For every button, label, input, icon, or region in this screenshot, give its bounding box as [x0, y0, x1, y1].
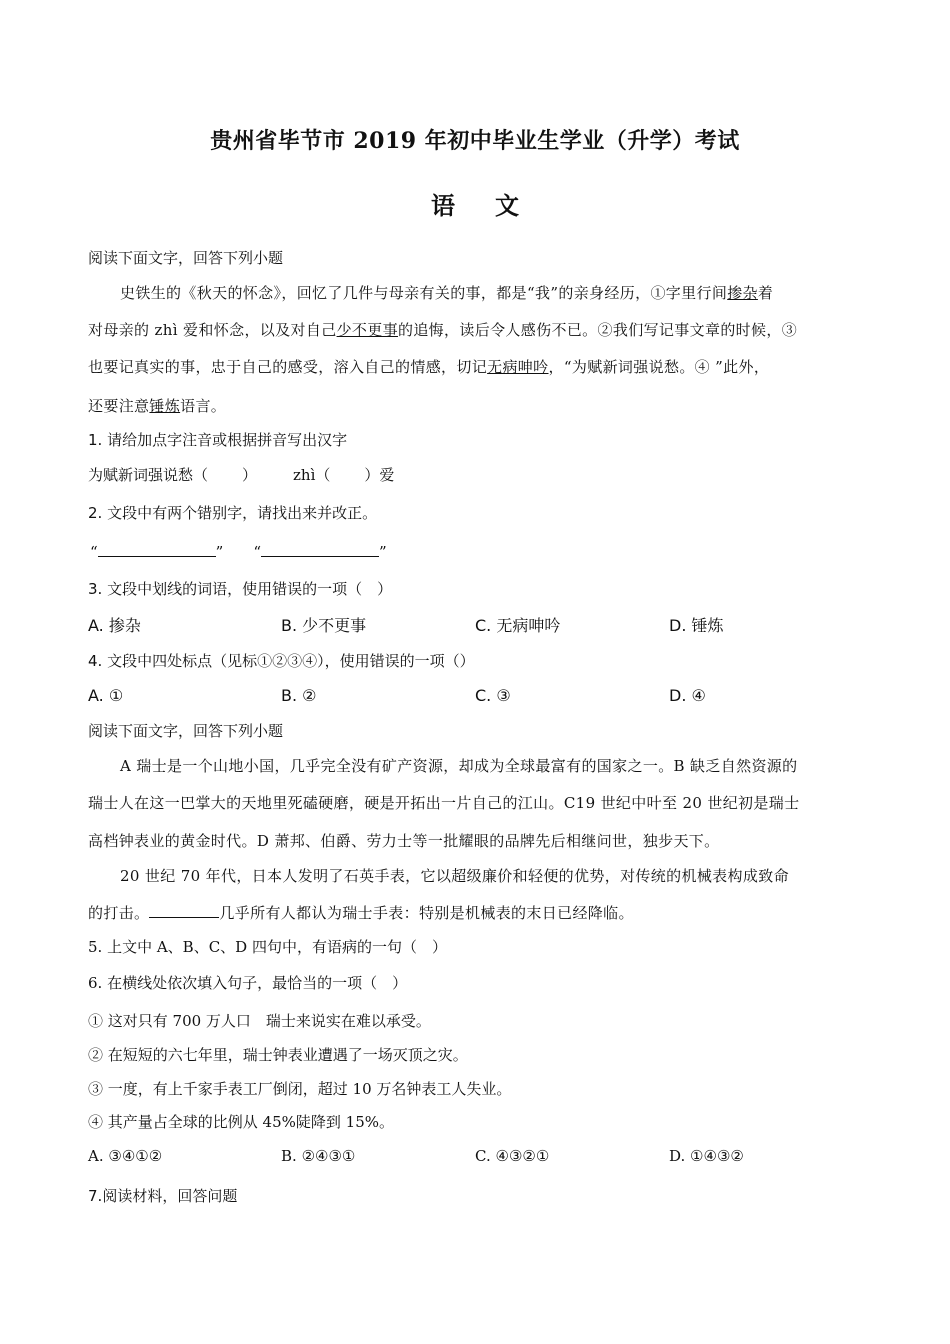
question-1-answer-line: 为赋新词强说愁（ ） zhì（ ）爱 — [88, 466, 395, 484]
underlined-word-3: 无病呻吟 — [487, 358, 549, 376]
option-d: D. ①④③② — [669, 1147, 744, 1165]
option-a: A. ① — [88, 686, 124, 705]
option-a: A. 掺杂 — [88, 616, 141, 635]
subject-heading — [0, 186, 950, 221]
section2-paragraph-line-3: 高档钟表业的黄金时代。D 萧邦、伯爵、劳力士等一批耀眼的品牌先后相继问世，独步天下。 — [88, 832, 720, 850]
option-b: B. ② — [281, 686, 317, 705]
option-d: D. ④ — [669, 686, 706, 705]
question-2: 2. 文段中有两个错别字，请找出来并改正。 — [88, 504, 378, 522]
option-a: A. ③④①② — [88, 1147, 163, 1165]
question-1: 1. 请给加点字注音或根据拼音写出汉字 — [88, 431, 348, 449]
option-b: B. ②④③① — [281, 1147, 356, 1165]
section1-paragraph-line-2: 对母亲的 zhì 爱和怀念，以及对自己少不更事的追悔，读后令人感伤不已。②我们写记事文章的时候，③ — [88, 321, 798, 339]
underlined-word-2: 少不更事 — [336, 321, 398, 339]
question-4: 4. 文段中四处标点（见标①②③④），使用错误的一项（） — [88, 652, 475, 670]
option-b: B. 少不更事 — [281, 616, 367, 635]
subject-char-2: 文 — [495, 191, 519, 220]
question-6-item-2: ② 在短短的六七年里，瑞士钟表业遭遇了一场灭顶之灾。 — [88, 1046, 468, 1064]
section2-paragraph-line-4: 20 世纪 70 年代，日本人发明了石英手表，它以超级廉价和轻便的优势，对传统的机械表构成致命 — [120, 867, 789, 885]
option-c: C. 无病呻吟 — [475, 616, 561, 635]
section1-paragraph-line-3: 也要记真实的事，忠于自己的感受，溶入自己的情感，切记无病呻吟，“为赋新词强说愁。④ ”此外， — [88, 358, 770, 376]
section1-intro: 阅读下面文字，回答下列小题 — [88, 249, 284, 267]
question-6-item-1: ① 这对只有 700 万人口 瑞士来说实在难以承受。 — [88, 1012, 431, 1030]
question-6-item-3: ③ 一度，有上千家手表工厂倒闭，超过 10 万名钟表工人失业。 — [88, 1080, 512, 1098]
section2-paragraph-line-1: A 瑞士是一个山地小国，几乎完全没有矿产资源，却成为全球最富有的国家之一。B 缺乏自然资源的 — [120, 757, 798, 775]
option-d: D. 锤炼 — [669, 616, 724, 635]
answer-blank[interactable] — [98, 542, 216, 557]
subject-char-1: 语 — [431, 191, 455, 220]
question-2-answer-line: “ ” “ ” — [90, 543, 387, 561]
section2-intro: 阅读下面文字，回答下列小题 — [88, 722, 284, 740]
question-5: 5. 上文中 A、B、C、D 四句中，有语病的一句（ ） — [88, 938, 447, 956]
fill-blank[interactable] — [149, 903, 219, 918]
question-7: 7.阅读材料，回答问题 — [88, 1187, 238, 1205]
question-6-item-4: ④ 其产量占全球的比例从 45%陡降到 15%。 — [88, 1113, 394, 1131]
section1-paragraph-line-1: 史铁生的《秋天的怀念》，回忆了几件与母亲有关的事，都是“我”的亲身经历，①字里行间掺杂着 — [120, 284, 774, 302]
exam-title: 贵州省毕节市 2019 年初中毕业生学业（升学）考试 — [210, 128, 740, 154]
question-6: 6. 在横线处依次填入句子，最恰当的一项（ ） — [88, 974, 408, 992]
underlined-word-1: 掺杂 — [727, 284, 758, 302]
section2-paragraph-line-2: 瑞士人在这一巴掌大的天地里死磕硬磨，硬是开拓出一片自己的江山。C19 世纪中叶至 20 世纪初是瑞士 — [88, 794, 800, 812]
underlined-word-4: 锤炼 — [149, 397, 181, 415]
option-c: C. ③ — [475, 686, 511, 705]
question-3: 3. 文段中划线的词语，使用错误的一项（ ） — [88, 580, 393, 598]
option-c: C. ④③②① — [475, 1147, 550, 1165]
section2-paragraph-line-5: 的打击。 几乎所有人都认为瑞士手表：特别是机械表的末日已经降临。 — [88, 904, 634, 922]
section1-paragraph-line-4: 还要注意锤炼语言。 — [88, 397, 227, 415]
answer-blank[interactable] — [261, 542, 379, 557]
